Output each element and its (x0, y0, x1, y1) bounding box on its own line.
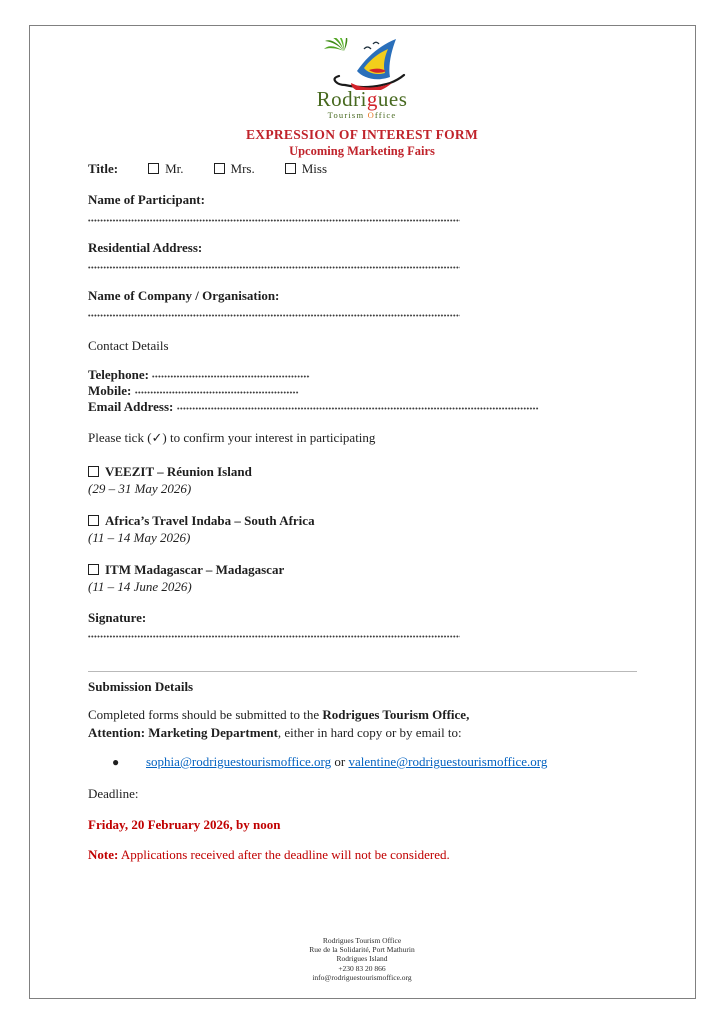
logo-subtitle-accent: O (367, 110, 375, 120)
fair-name: VEEZIT – Réunion Island (105, 464, 252, 479)
signature-field-line[interactable] (88, 635, 460, 638)
section-divider (88, 671, 637, 672)
email-bullet-item (112, 753, 547, 771)
logo-subtitle-post: ffice (374, 110, 397, 120)
footer-email: info@rodriguestourismoffice.org (312, 972, 412, 982)
title-option-miss (285, 161, 327, 176)
logo-title-post: ues (377, 87, 408, 111)
form-title: EXPRESSION OF INTEREST FORM (245, 127, 479, 142)
participant-field-line[interactable] (88, 219, 460, 222)
bullet-or: or (331, 754, 349, 769)
note-label: Note: (88, 847, 119, 862)
fair-dates: (11 – 14 June 2026) (88, 579, 192, 594)
checkbox-miss[interactable] (285, 163, 296, 174)
rodrigues-tourism-logo-icon (306, 38, 418, 90)
fair-option-itm (88, 561, 284, 595)
checkbox-indaba[interactable] (88, 515, 99, 526)
title-option-miss-label: Miss (301, 161, 328, 176)
contact-heading: Contact Details (88, 338, 169, 353)
email-row (88, 398, 539, 415)
logo-subtitle (0, 110, 724, 120)
fair-dates: (11 – 14 May 2026) (88, 530, 191, 545)
email-link-sophia[interactable]: sophia@rodriguestourismoffice.org (146, 754, 332, 769)
email-label: Email Address: (88, 399, 174, 414)
checkbox-mr[interactable] (148, 163, 159, 174)
submission-line2-normal: , either in hard copy or by email to: (277, 724, 462, 740)
document-header (0, 38, 724, 159)
title-option-mrs (214, 161, 255, 176)
footer-phone: +230 83 20 866 (338, 963, 386, 973)
title-option-mr (148, 161, 183, 176)
telephone-field-line[interactable] (152, 375, 310, 378)
fair-option-indaba (88, 512, 315, 546)
logo-wordmark (0, 88, 724, 110)
bullet-icon: ● (112, 755, 120, 769)
logo-title-accent: g (366, 87, 378, 111)
participant-label: Name of Participant: (88, 192, 205, 207)
address-label: Residential Address: (88, 240, 203, 255)
checkbox-itm[interactable] (88, 564, 99, 575)
mobile-row (88, 382, 299, 399)
signature-label: Signature: (88, 610, 147, 625)
email-link-valentine[interactable]: valentine@rodriguestourismoffice.org (348, 754, 548, 769)
tick-instruction: Please tick (✓) to confirm your interest in participating (88, 430, 376, 445)
submission-line2 (88, 724, 568, 742)
logo-subtitle-pre: Tourism (327, 110, 368, 120)
deadline-date: Friday, 20 February 2026, by noon (88, 817, 281, 832)
note-text: Applications received after the deadline will not be considered. (118, 847, 450, 862)
deadline-label: Deadline: (88, 786, 139, 801)
checkbox-veezit[interactable] (88, 466, 99, 477)
submission-line1 (88, 706, 568, 724)
document-footer (0, 936, 724, 982)
title-option-mr-label: Mr. (165, 161, 184, 176)
mobile-label: Mobile: (88, 383, 132, 398)
submission-line1-bold: Rodrigues Tourism Office, (322, 707, 470, 722)
footer-island: Rodrigues Island (336, 954, 388, 964)
fair-name: Africa’s Travel Indaba – South Africa (105, 513, 315, 528)
title-label: Title: (88, 161, 119, 176)
bullet-text (146, 754, 547, 769)
logo-title-pre: Rodri (316, 87, 367, 111)
company-field-line[interactable] (88, 314, 460, 317)
deadline-note (88, 846, 450, 863)
address-field-line[interactable] (88, 266, 460, 269)
email-field-line[interactable] (177, 407, 539, 410)
telephone-row (88, 366, 310, 383)
footer-street: Rue de la Solidarité, Port Mathurin (309, 945, 415, 955)
footer-office-name: Rodrigues Tourism Office (322, 936, 402, 945)
title-row (88, 160, 327, 177)
fair-option-veezit (88, 463, 252, 497)
telephone-label: Telephone: (88, 367, 149, 382)
submission-line1-normal: Completed forms should be submitted to the (88, 707, 323, 722)
fair-name: ITM Madagascar – Madagascar (105, 562, 285, 577)
submission-heading: Submission Details (88, 679, 194, 694)
title-option-mrs-label: Mrs. (230, 161, 255, 176)
company-label: Name of Company / Organisation: (88, 288, 280, 303)
submission-line2-bold: Attention: Marketing Department (88, 724, 278, 740)
submission-paragraph (88, 706, 568, 741)
form-subtitle: Upcoming Marketing Fairs (289, 144, 435, 158)
fair-dates: (29 – 31 May 2026) (88, 481, 192, 496)
mobile-field-line[interactable] (135, 391, 299, 394)
checkbox-mrs[interactable] (214, 163, 225, 174)
